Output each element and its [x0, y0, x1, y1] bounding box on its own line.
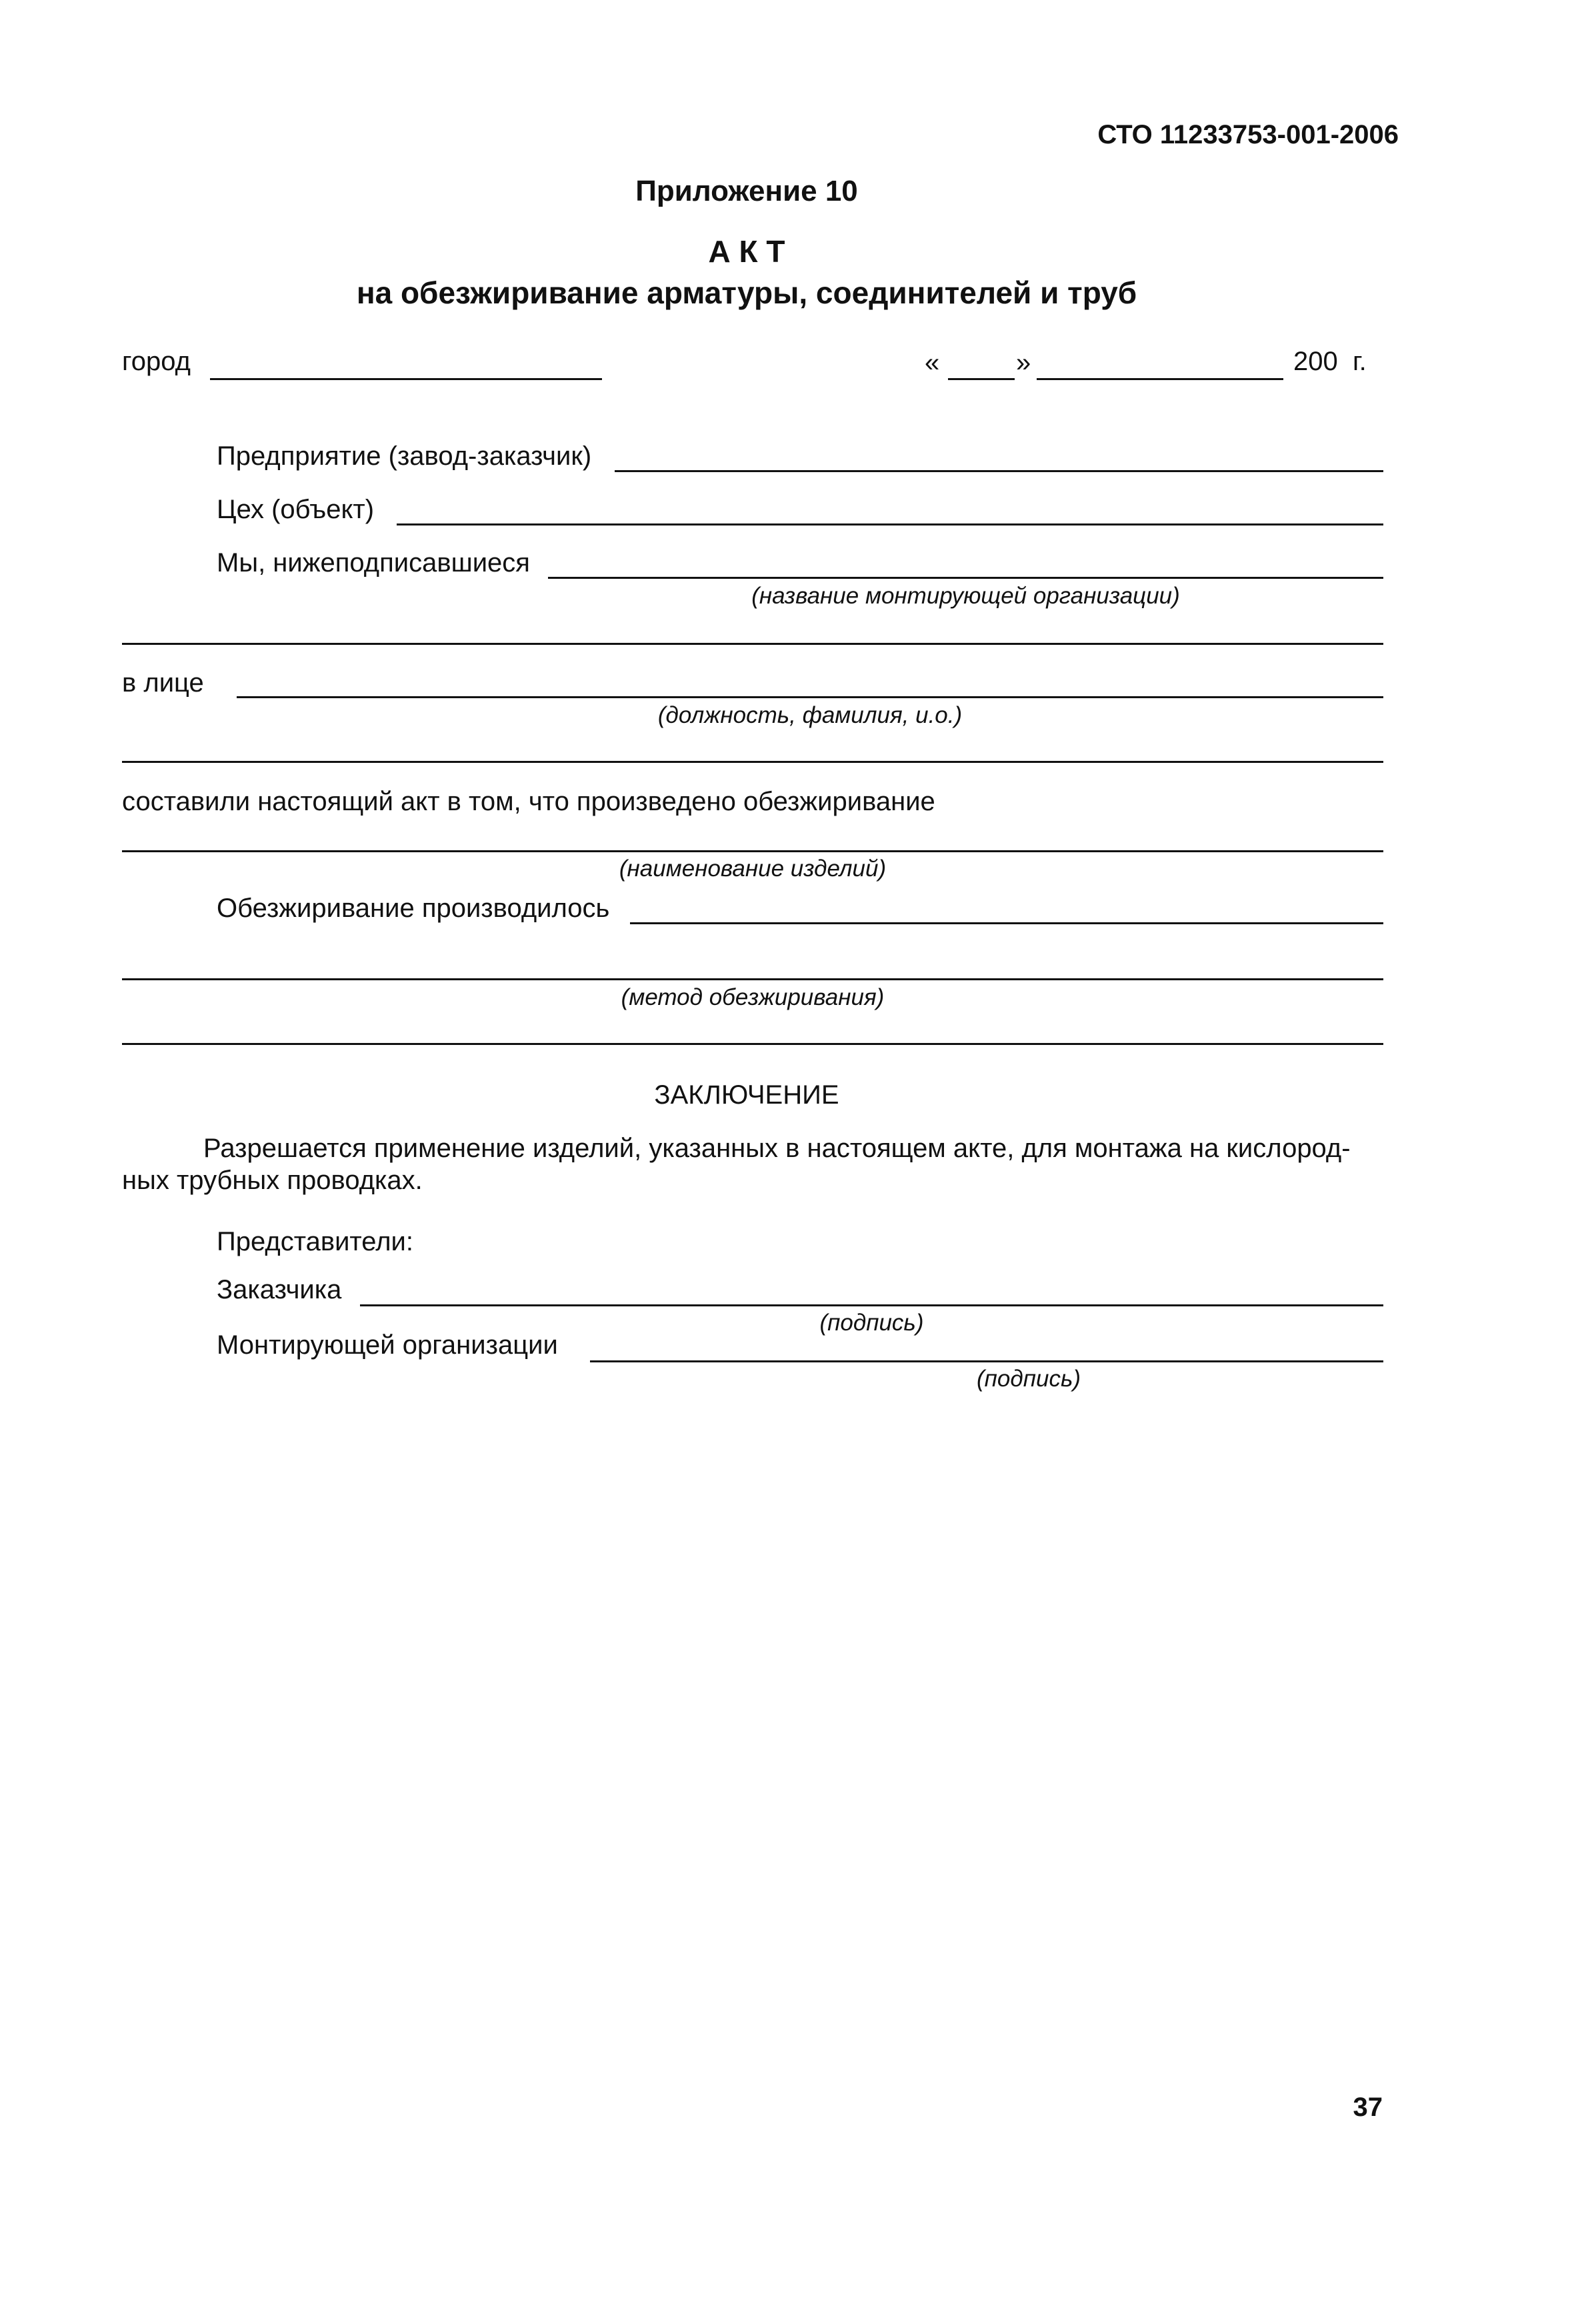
act-subject: на обезжиривание арматуры, соединителей и труб — [356, 275, 1137, 310]
workshop-label: Цех (объект) — [217, 495, 375, 524]
enterprise-label: Предприятие (завод-заказчик) — [217, 441, 592, 471]
method-field[interactable] — [122, 978, 1383, 980]
customer-signature-caption: (подпись) — [819, 1310, 924, 1336]
customer-label: Заказчика — [217, 1275, 342, 1304]
undersigned-caption: (название монтирующей организации) — [751, 583, 1180, 609]
year-label: 200 г. — [1293, 347, 1367, 376]
appendix-title: Приложение 10 — [635, 175, 858, 207]
products-caption: (наименование изделий) — [619, 856, 887, 882]
person-field[interactable] — [237, 696, 1383, 698]
undersigned-field-continuation[interactable] — [122, 643, 1383, 645]
undersigned-field[interactable] — [548, 577, 1383, 579]
conclusion-text-line1: Разрешается применение изделий, указанных в настоящем акте, для монтажа на кислород- — [203, 1134, 1351, 1163]
installer-signature-field[interactable] — [590, 1360, 1383, 1362]
method-field-continuation[interactable] — [122, 1043, 1383, 1045]
city-label: город — [122, 347, 191, 376]
page-number: 37 — [1353, 2093, 1383, 2122]
customer-signature-field[interactable] — [360, 1304, 1383, 1306]
day-field[interactable] — [948, 378, 1015, 380]
month-field[interactable] — [1037, 378, 1283, 380]
installer-signature-caption: (подпись) — [977, 1366, 1081, 1392]
person-caption: (должность, фамилия, и.о.) — [657, 702, 963, 728]
conclusion-heading: ЗАКЛЮЧЕНИЕ — [654, 1080, 839, 1110]
workshop-field[interactable] — [397, 523, 1383, 525]
person-label: в лице — [122, 668, 204, 698]
statement-text: составили настоящий акт в том, что произведено обезжиривание — [122, 787, 935, 816]
quote-close: » — [1016, 348, 1031, 377]
quote-open: « — [925, 348, 940, 377]
installer-label: Монтирующей организации — [217, 1330, 558, 1360]
document-code: СТО 11233753-001-2006 — [1097, 120, 1399, 149]
degreasing-field[interactable] — [630, 922, 1383, 924]
products-field[interactable] — [122, 850, 1383, 852]
degreasing-label: Обезжиривание производилось — [217, 894, 610, 923]
city-field[interactable] — [210, 378, 602, 380]
enterprise-field[interactable] — [615, 470, 1383, 472]
undersigned-label: Мы, нижеподписавшиеся — [217, 548, 530, 577]
person-field-continuation[interactable] — [122, 761, 1383, 763]
conclusion-text-line2: ных трубных проводках. — [122, 1166, 423, 1195]
act-title: А К Т — [708, 234, 785, 269]
method-caption: (метод обезжиривания) — [621, 984, 885, 1010]
representatives-label: Представители: — [217, 1227, 413, 1256]
